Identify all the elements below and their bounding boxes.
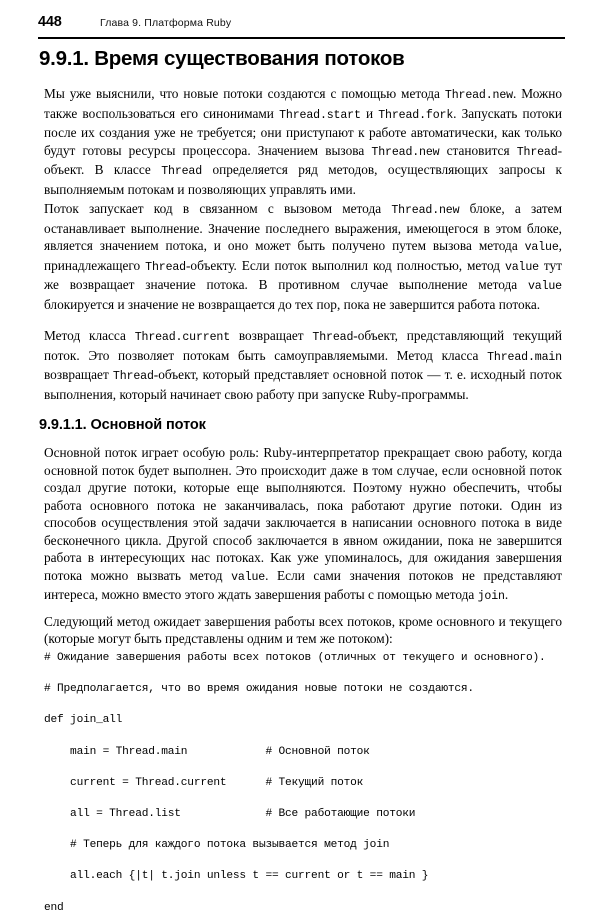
text-run: возвращает	[44, 367, 113, 382]
text-run: .	[505, 587, 508, 602]
code-term-thread-2: Thread	[161, 165, 202, 178]
text-run: Метод класса	[44, 328, 135, 343]
code-term-value-3: value	[528, 280, 562, 293]
code-term-thread-start: Thread.start	[279, 109, 361, 122]
code-line: # Предполагается, что во время ожидания новые потоки не создаются.	[44, 682, 564, 698]
paragraph-block-main-thread	[44, 444, 562, 648]
paragraph-1	[44, 85, 562, 198]
page-header	[38, 14, 565, 36]
code-line: all.each {|t| t.join unless t == current or t == main }	[44, 869, 564, 885]
page-number: 448	[38, 14, 100, 30]
code-term-thread-new-2: Thread.new	[371, 146, 439, 159]
code-term-thread-current: Thread.current	[135, 331, 230, 344]
code-line: # Теперь для каждого потока вызывается метод join	[44, 838, 564, 854]
code-line: current = Thread.current # Текущий поток	[44, 776, 564, 792]
text-run: Поток запускает код в связанном с вызовом метода	[44, 201, 391, 216]
text-run: -объект, представляющий текущий поток. Это позволяет потокам быть самоуправляемыми. Метод класса	[44, 328, 562, 363]
code-term-value-4: value	[231, 571, 265, 584]
header-divider-rule	[38, 37, 565, 39]
text-run: . Можно также воспользоваться его синонимами	[44, 86, 562, 121]
paragraph-4	[44, 444, 562, 606]
code-listing	[44, 651, 564, 916]
text-run: становится	[439, 143, 516, 158]
text-run: Следующий метод ожидает завершения работы всех потоков, кроме основного и текущего (которые могут быть представлены одним и тем же потоком):	[44, 614, 562, 647]
paragraph-block-thread-current	[44, 327, 562, 403]
text-run: -объект, который представляет основной поток — т. е. исходный поток выполнения, который начинает свою работу при запуске Ruby-программы.	[44, 367, 562, 402]
code-line: end	[44, 901, 564, 916]
code-line: all = Thread.list # Все работающие потоки	[44, 807, 564, 823]
section-heading: 9.9.1. Время существования потоков	[39, 48, 404, 71]
text-run: тут же возвращает значение потока. В противном случае выполнение метода	[44, 258, 562, 293]
text-run: Основной поток играет особую роль: Ruby-интерпретатор прекращает свою работу, когда основной поток будет выполнен. Это происходит даже в том случае, если основной поток создал другие потоки, которые еще выполняются. Поэтому нужно обеспечить, чтобы работа основного потока не заканчивалась, пока работают другие потоки. Один из способов осуществления этой задачи заключается в написании основного потока в виде бесконечного цикла. Другой способ заключается в явном ожидании, пока не завершится работа в интересующих нас потоках. Как уже упоминалось, для ожидания завершения потока можно вызвать метод	[44, 445, 562, 583]
code-term-thread-5: Thread	[113, 370, 154, 383]
code-term-thread-new: Thread.new	[445, 89, 513, 102]
text-run: блокируется и значение не возвращается до тех пор, пока не завершится работа потока.	[44, 297, 540, 312]
paragraph-5	[44, 613, 562, 648]
code-term-thread-fork: Thread.fork	[378, 109, 453, 122]
paragraph-block-thread-value	[44, 200, 562, 313]
code-term-value-2: value	[505, 261, 539, 274]
text-run: Мы уже выяснили, что новые потоки создаются с помощью метода	[44, 86, 445, 101]
text-run: . Запускать потоки после их создания уже не требуется; они приступают к работе автоматически, как только будут готовы ресурсы процессора. Значением вызова	[44, 106, 562, 158]
paragraph-2	[44, 200, 562, 313]
text-run: , принадлежащего	[44, 238, 562, 273]
code-term-thread-4: Thread	[312, 331, 353, 344]
text-run: -объект. В классе	[44, 143, 562, 178]
code-line: main = Thread.main # Основной поток	[44, 745, 564, 761]
running-chapter-title: Глава 9. Платформа Ruby	[100, 17, 231, 29]
paragraph-3	[44, 327, 562, 403]
code-term-thread-new-3: Thread.new	[391, 204, 459, 217]
text-run: возвращает	[230, 328, 312, 343]
code-term-join: join	[478, 590, 505, 603]
text-run: . Если сами значения потоков не представляют интереса, можно вместо этого ждать завершения работы с помощью метода	[44, 568, 562, 603]
code-term-thread: Thread	[517, 146, 558, 159]
code-line: # Ожидание завершения работы всех потоков (отличных от текущего и основного).	[44, 651, 564, 667]
text-run: -объекту. Если поток выполнил код полностью, метод	[186, 258, 505, 273]
paragraph-block-intro	[44, 85, 562, 198]
code-term-value: value	[525, 241, 559, 254]
code-term-thread-3: Thread	[145, 261, 186, 274]
text-run: определяется ряд методов, осуществляющих запросы к выполняемым потокам и позволяющих управлять ими.	[44, 162, 562, 197]
text-run: и	[361, 106, 378, 121]
code-term-thread-main: Thread.main	[487, 351, 562, 364]
subsection-heading: 9.9.1.1. Основной поток	[39, 418, 206, 434]
text-run: блоке, а затем останавливает выполнение. Значение последнего выражения, имеющегося в этом блоке, является значением потока, и оно может быть получено путем вызова метода	[44, 201, 562, 253]
code-line: def join_all	[44, 713, 564, 729]
